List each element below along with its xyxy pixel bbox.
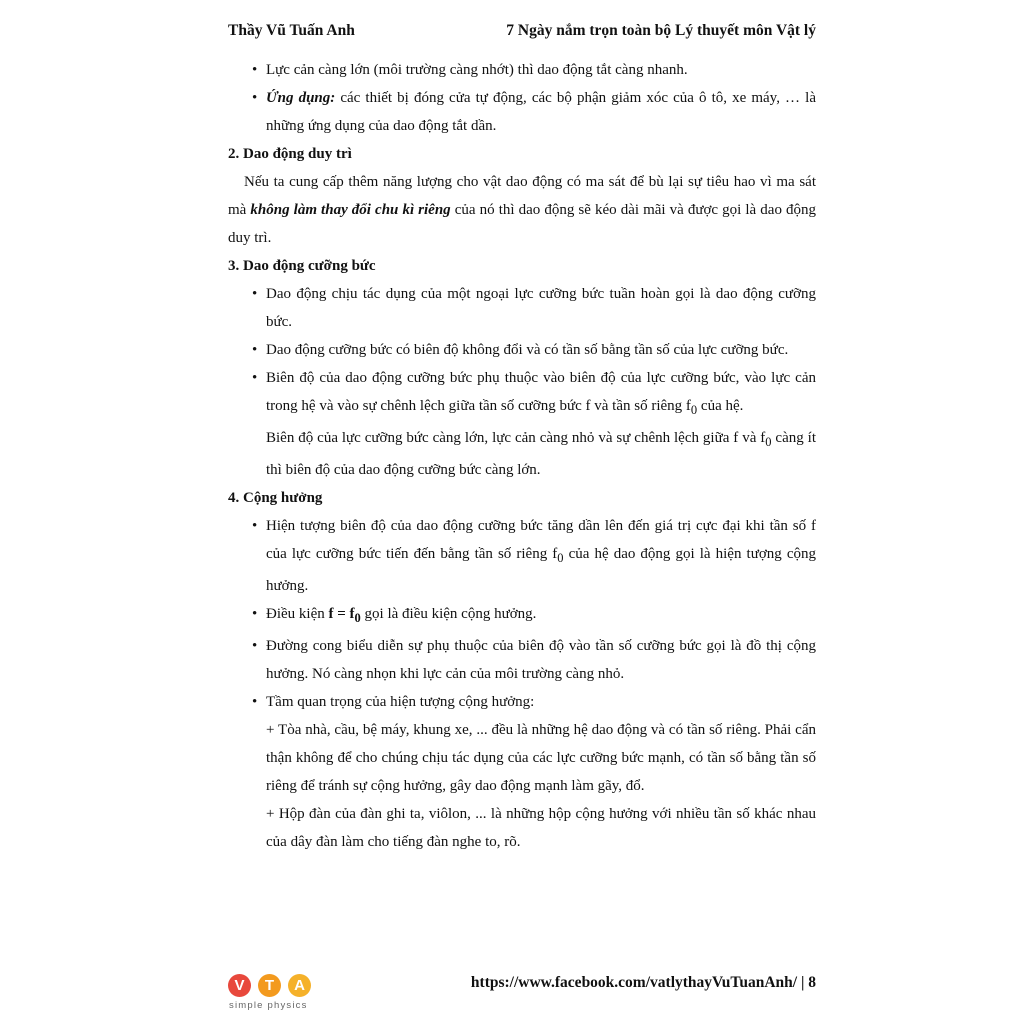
bullet-dot: • xyxy=(252,370,258,386)
bullet-forced-dependence: • Biên độ của dao động cưỡng bức phụ thuộc vào biên độ của lực cưỡng bức, vào lực cản trong hệ và vào sự chênh lệch giữa tần số cưỡng bức f và tần số riêng $f_0$ của hệ. Biên độ của lực cưỡng bức càng lớn, lực cản càng nhỏ và sự chênh lệch giữa f và $f_0$ càng ít thì biên độ của dao động cưỡng bức càng lớn. xyxy=(228,364,816,484)
emphasis-text: không làm thay đổi chu kì riêng xyxy=(250,202,451,218)
vta-logo xyxy=(228,972,318,1012)
header-author: Thầy Vũ Tuấn Anh xyxy=(228,22,355,39)
resonance-formula: $f = f_0$ xyxy=(328,606,361,625)
logo-tagline: simple physics xyxy=(229,1000,308,1011)
page-footer xyxy=(228,972,816,1012)
bullet-forced-definition: • Dao động chịu tác dụng của một ngoại lực cưỡng bức tuần hoàn gọi là dao động cưỡng bức. xyxy=(228,280,816,336)
sub-item-instruments: + Hộp đàn của đàn ghi ta, viôlon, ... là những hộp cộng hưởng với nhiều tần số khác nhau của dây đàn làm cho tiếng đàn nghe to, rõ. xyxy=(266,806,816,850)
section-heading-forced: 3. Dao động cưỡng bức xyxy=(228,258,376,274)
application-label: Ứng dụng: xyxy=(266,90,336,106)
logo-letter-v: V xyxy=(228,974,251,997)
bullet-resonance-condition: • Điều kiện $f = f_0$ gọi là điều kiện cộng hưởng. xyxy=(228,600,816,632)
section-heading-sustained: 2. Dao động duy trì xyxy=(228,146,352,162)
bullet-resonance-curve: • Đường cong biểu diễn sự phụ thuộc của biên độ vào tần số cưỡng bức gọi là đồ thị cộng hưởng. Nó càng nhọn khi lực cản của môi trường càng nhỏ. xyxy=(228,632,816,688)
bullet-dot: • xyxy=(252,606,258,622)
bullet-forced-amplitude: • Dao động cưỡng bức có biên độ không đổi và có tần số bằng tần số của lực cưỡng bức. xyxy=(228,336,816,364)
facebook-link[interactable]: https://www.facebook.com/vatlythayVuTuanAnh/ xyxy=(470,974,798,991)
bullet-application: • Ứng dụng: các thiết bị đóng cửa tự động, các bộ phận giảm xóc của ô tô, xe máy, … là những ứng dụng của dao động tắt dần. xyxy=(228,84,816,140)
page-header xyxy=(228,22,816,44)
footer-separator: | xyxy=(797,974,809,991)
bullet-damping: • Lực cản càng lớn (môi trường càng nhớt) thì dao động tắt càng nhanh. xyxy=(228,56,816,84)
section-heading-resonance: 4. Cộng hưởng xyxy=(228,490,323,506)
bullet-dot: • xyxy=(252,342,258,358)
bullet-dot: • xyxy=(252,638,258,654)
bullet-dot: • xyxy=(252,62,258,78)
bullet-dot: • xyxy=(252,694,258,710)
bullet-dot: • xyxy=(252,286,258,302)
footer-link-line xyxy=(471,974,816,992)
bullet-dot: • xyxy=(252,90,258,106)
logo-letter-t: T xyxy=(258,974,281,997)
document-page xyxy=(228,0,816,1024)
sub-item-structures: + Tòa nhà, cầu, bệ máy, khung xe, ... đều là những hệ dao động và có tần số riêng. Phải cẩn thận không để cho chúng chịu tác dụng của các lực cưỡng bức mạnh, có tần số bằng tần số riêng để tránh sự cộng hưởng, gây dao động mạnh làm gãy, đổ. xyxy=(266,722,816,794)
bullet-resonance-importance: • Tầm quan trọng của hiện tượng cộng hưởng: xyxy=(228,688,816,716)
page-number: 8 xyxy=(808,974,816,991)
page-content xyxy=(228,56,816,856)
bullet-dot: • xyxy=(252,518,258,534)
bullet-resonance-definition: • Hiện tượng biên độ của dao động cưỡng bức tăng dần lên đến giá trị cực đại khi tần số f của lực cưỡng bức tiến đến bằng tần số riêng $f_0$ của hệ dao động gọi là hiện tượng cộng hưởng. xyxy=(228,512,816,600)
paragraph-sustained: Nếu ta cung cấp thêm năng lượng cho vật dao động có ma sát để bù lại sự tiêu hao vì ma sát mà không làm thay đổi chu kì riêng của nó thì dao động sẽ kéo dài mãi và được gọi là dao động duy trì. xyxy=(228,174,817,246)
logo-letter-a: A xyxy=(288,974,311,997)
header-book-title: 7 Ngày nắm trọn toàn bộ Lý thuyết môn Vật lý xyxy=(506,22,816,39)
